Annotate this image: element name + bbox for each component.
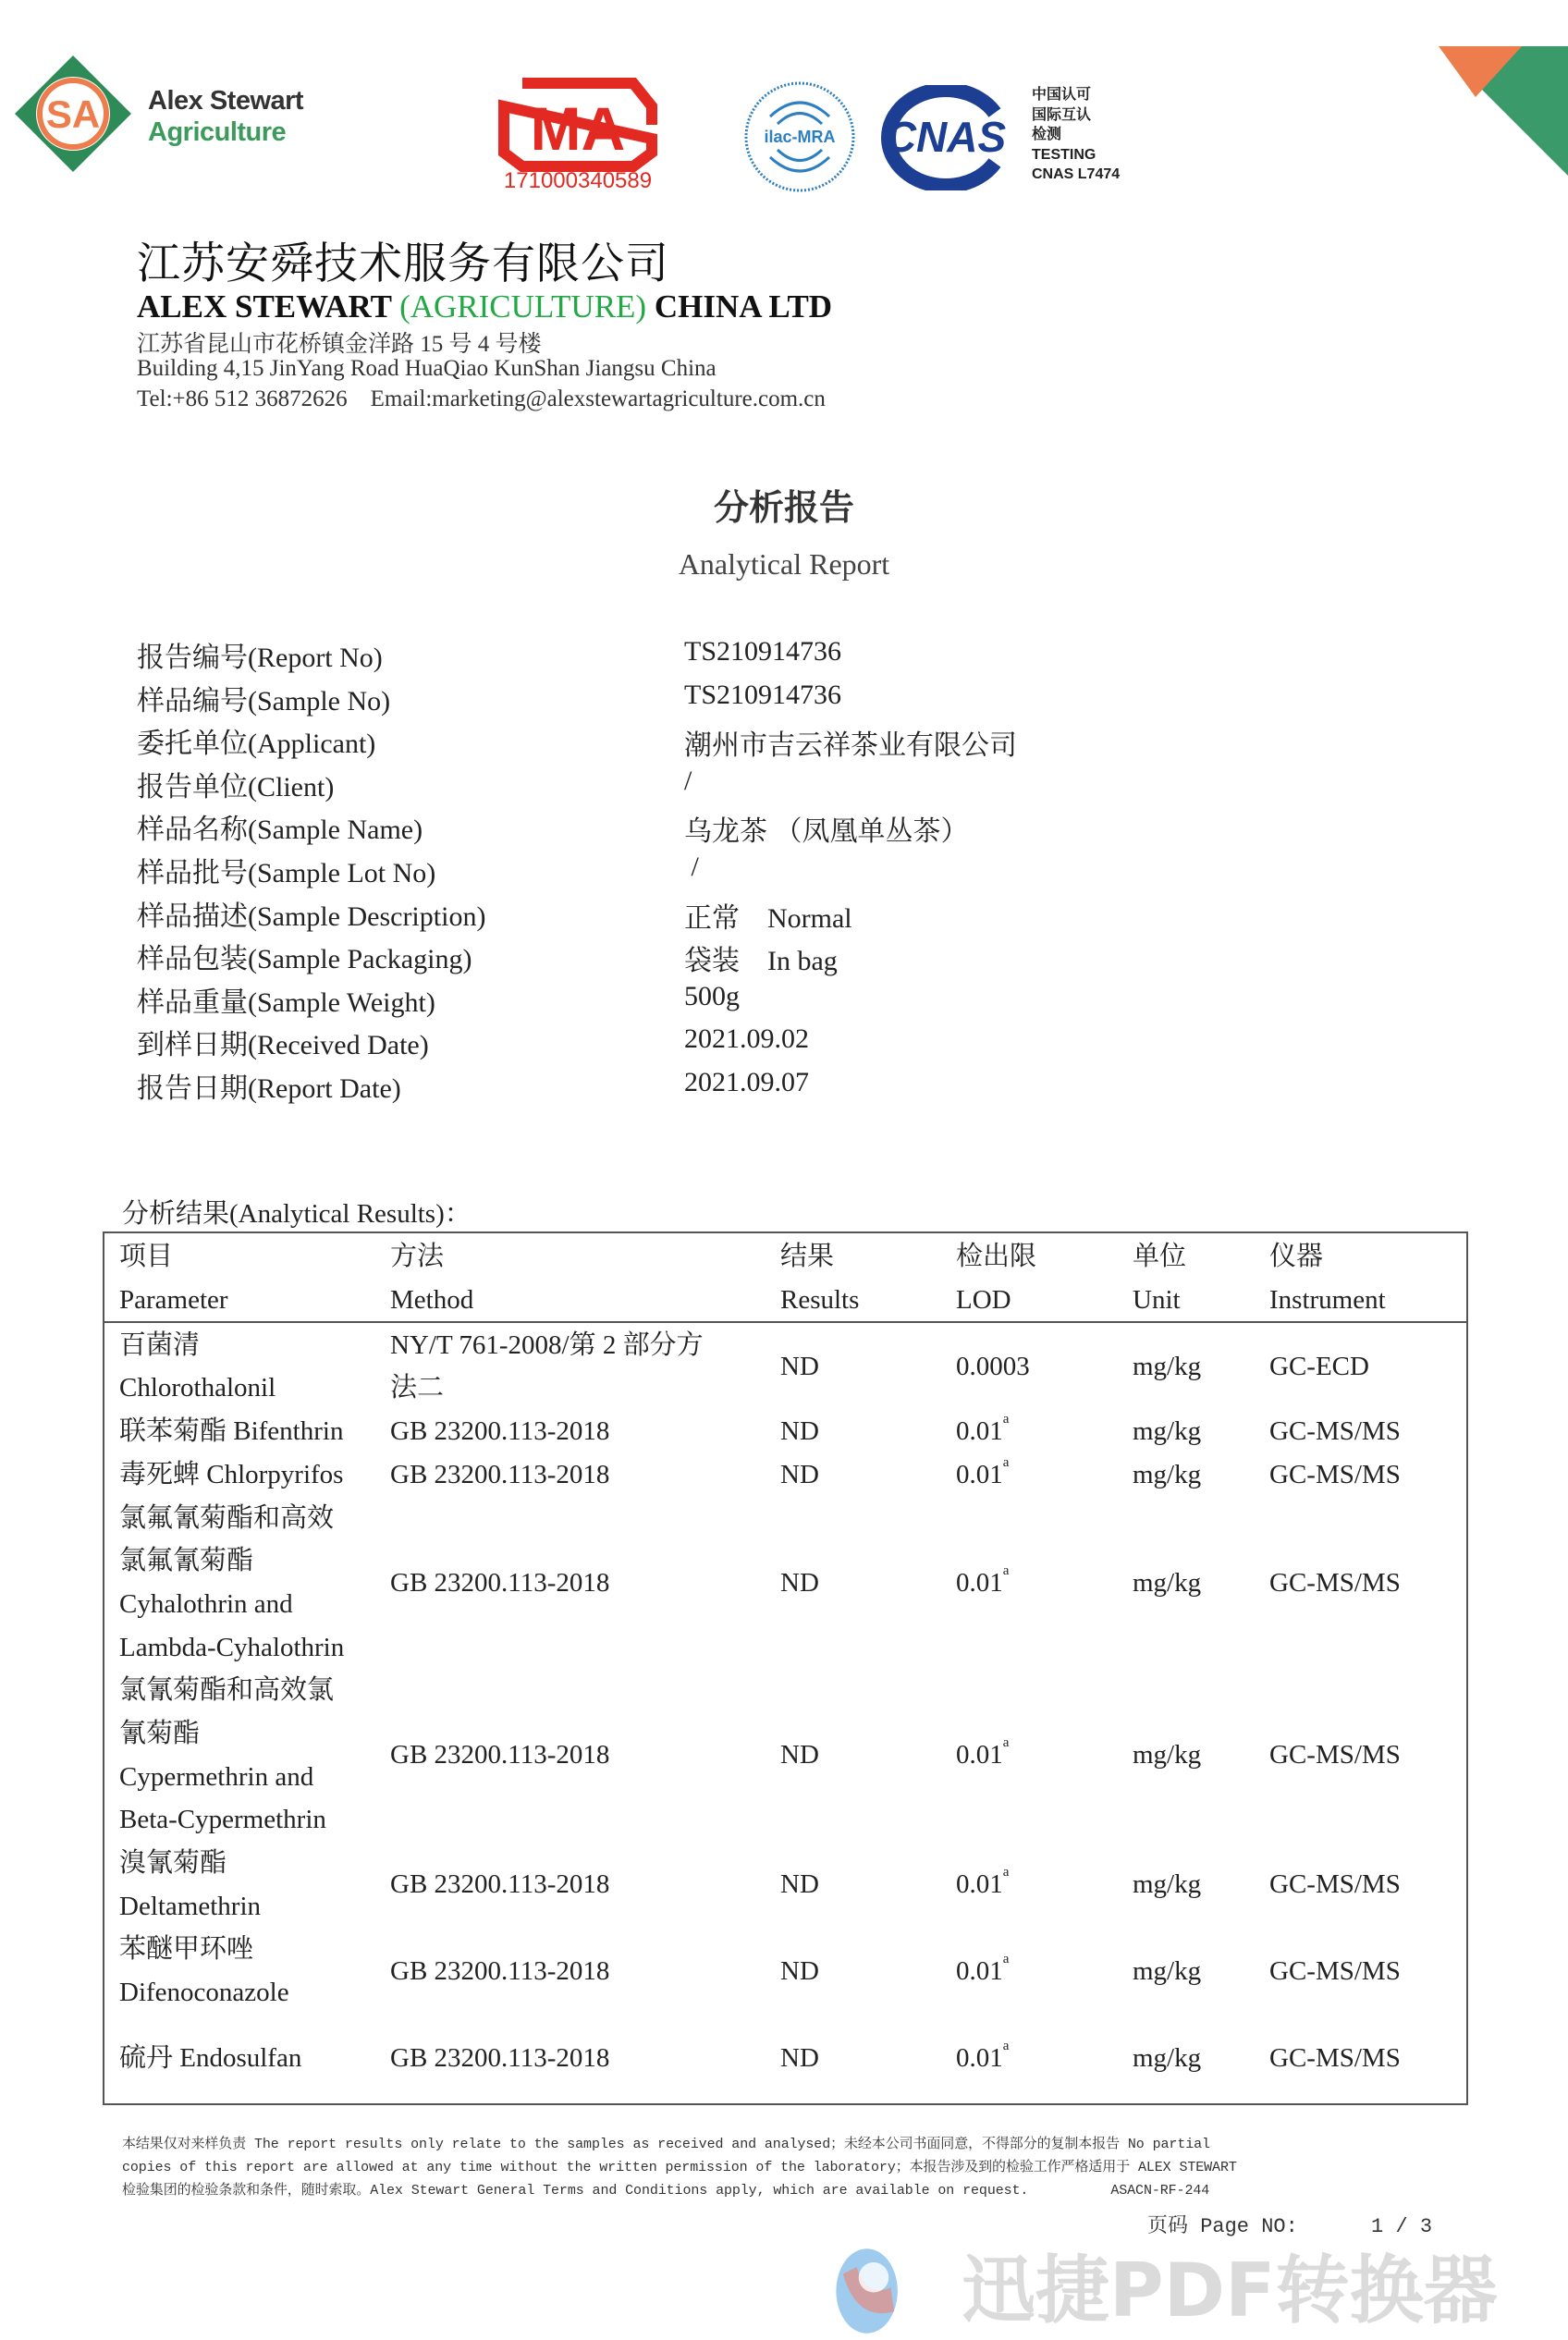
header-cn: 结果 [780, 1242, 835, 1271]
ilac-mra-logo-icon [742, 80, 857, 194]
address-en: Building 4,15 JinYang Road HuaQiao KunShan Jiangsu China [137, 356, 717, 381]
column-header [1269, 1232, 1467, 1322]
logo-line-1: Alex Stewart [148, 86, 304, 116]
info-label: 报告编号(Report No) [137, 643, 383, 673]
parameter-line: 氯氰菊酯和高效氯 [119, 1675, 335, 1706]
parameter-line: 溴氰菊酯 [119, 1848, 227, 1879]
company-name-en [137, 288, 832, 325]
method-line: GB 23200.113-2018 [390, 1567, 610, 1598]
lod-value: 0.01 [956, 1740, 1003, 1770]
header-en: Method [390, 1284, 474, 1315]
info-value: 2021.09.07 [684, 1067, 809, 1097]
lod-note: a [1002, 1735, 1010, 1751]
parameter-line: Chlorothalonil [119, 1373, 276, 1403]
table-row [104, 1842, 1467, 1928]
cnas-line: CNAS L7474 [1032, 166, 1121, 182]
unit-cell: mg/kg [1133, 1955, 1202, 1986]
table-row [104, 2015, 1467, 2104]
info-label: 到样日期(Received Date) [137, 1030, 429, 1061]
parameter-line: 联苯菊酯 Bifenthrin [119, 1416, 344, 1447]
info-value: / [684, 851, 699, 882]
result-cell: ND [780, 1869, 819, 1900]
lod-cell [956, 2015, 1133, 2104]
unit-cell: mg/kg [1133, 1567, 1202, 1598]
header-cn: 检出限 [956, 1242, 1037, 1271]
lod-note: a [1002, 1562, 1010, 1578]
cnas-logo-icon [879, 85, 1014, 190]
method-line: GB 23200.113-2018 [390, 1416, 610, 1447]
header-cn: 项目 [119, 1242, 174, 1271]
watermark-logo-icon [823, 2247, 925, 2335]
info-value: 乌龙茶 （凤凰单丛茶） [684, 816, 969, 848]
unit-cell: mg/kg [1133, 1460, 1202, 1490]
company-en-agriculture: (AGRICULTURE) [399, 288, 647, 325]
result-cell: ND [780, 1740, 819, 1770]
footer-line: 检验集团的检验条款和条件，随时索取。Alex Stewart General Terms and Conditions apply, which are available on request. ASACN-RF-244 [122, 2183, 1210, 2199]
parameter-cell [104, 1322, 390, 1410]
parameter-line: Lambda-Cyhalothrin [119, 1632, 345, 1662]
method-cell [390, 1842, 780, 1928]
lod-cell [956, 1497, 1133, 1669]
unit-cell: mg/kg [1133, 1416, 1202, 1447]
unit-cell: mg/kg [1133, 1351, 1202, 1381]
instrument-cell: GC-MS/MS [1269, 2043, 1401, 2074]
parameter-cell [104, 1497, 390, 1669]
column-header [956, 1232, 1133, 1322]
method-cell [390, 1497, 780, 1669]
parameter-line: Beta-Cypermethrin [119, 1805, 326, 1835]
cnas-line: 中国认可 [1032, 87, 1092, 103]
header-cn: 方法 [390, 1242, 445, 1271]
method-cell [390, 1410, 780, 1453]
info-value: 潮州市吉云祥茶业有限公司 [684, 730, 1017, 762]
column-header [1133, 1232, 1269, 1322]
header-en: LOD [956, 1284, 1011, 1315]
lod-cell [956, 1453, 1133, 1497]
parameter-line: 苯醚甲环唑 [119, 1934, 254, 1965]
info-value: 500g [684, 980, 740, 1011]
method-cell [390, 1322, 780, 1410]
company-name-cn: 江苏安舜技术服务有限公司 [137, 240, 669, 288]
result-cell: ND [780, 1351, 819, 1381]
info-value: TS210914736 [684, 679, 842, 710]
method-line: NY/T 761-2008/第 2 部分方 [390, 1329, 704, 1360]
svg-text:SA: SA [45, 92, 101, 136]
lod-cell [956, 1669, 1133, 1842]
parameter-cell [104, 2015, 390, 2104]
info-value: TS210914736 [684, 636, 842, 667]
method-cell [390, 1669, 780, 1842]
result-cell: ND [780, 1567, 819, 1598]
parameter-line: 硫丹 Endosulfan [119, 2043, 302, 2074]
lod-note: a [1002, 1455, 1010, 1471]
lod-note: a [1002, 1865, 1010, 1881]
info-label: 样品包装(Sample Packaging) [137, 944, 472, 975]
column-header [390, 1232, 780, 1322]
table-row [104, 1928, 1467, 2014]
results-label: 分析结果(Analytical Results)： [122, 1199, 472, 1229]
lod-value: 0.01 [956, 1869, 1003, 1900]
info-label: 样品名称(Sample Name) [137, 815, 423, 846]
table-row [104, 1410, 1467, 1453]
instrument-cell: GC-MS/MS [1269, 1869, 1401, 1900]
info-label: 样品批号(Sample Lot No) [137, 858, 436, 888]
table-header-row [104, 1232, 1467, 1322]
parameter-line: 氰菊酯 [119, 1719, 201, 1749]
table-row [104, 1669, 1467, 1842]
lod-cell [956, 1928, 1133, 2014]
parameter-cell [104, 1842, 390, 1928]
cnas-line: TESTING [1032, 146, 1096, 163]
report-title-en: Analytical Report [678, 547, 890, 581]
column-header [104, 1232, 390, 1322]
company-logo-text [148, 85, 303, 148]
footer-line: copies of this report are allowed at any time without the written permission of the laboratory；本报告涉及到的检验工作严格适用于 ALEX STEWART [122, 2160, 1237, 2175]
method-line: GB 23200.113-2018 [390, 1460, 610, 1490]
parameter-line: 百菌清 [119, 1329, 201, 1360]
lod-value: 0.01 [956, 1955, 1003, 1986]
table-row [104, 1497, 1467, 1669]
result-cell: ND [780, 1416, 819, 1447]
parameter-line: Deltamethrin [119, 1891, 262, 1921]
info-value: 袋装 In bag [684, 946, 838, 977]
column-header [780, 1232, 956, 1322]
result-cell: ND [780, 1460, 819, 1490]
info-value: 2021.09.02 [684, 1023, 809, 1055]
table-row [104, 1453, 1467, 1497]
header-en: Results [780, 1284, 860, 1315]
cma-number: 171000340589 [503, 168, 653, 193]
info-label: 样品重量(Sample Weight) [137, 986, 435, 1018]
parameter-cell [104, 1453, 390, 1497]
lod-value: 0.01 [956, 1416, 1003, 1447]
lod-note: a [1002, 2039, 1010, 2054]
header-en: Unit [1133, 1284, 1181, 1315]
page-value: 1 / 3 [1371, 2215, 1433, 2238]
parameter-cell [104, 1410, 390, 1453]
method-line: GB 23200.113-2018 [390, 1740, 610, 1770]
report-title-cn: 分析报告 [713, 487, 854, 528]
instrument-cell: GC-MS/MS [1269, 1460, 1401, 1490]
info-value: / [684, 765, 692, 796]
instrument-cell: GC-MS/MS [1269, 1955, 1401, 1986]
instrument-cell: GC-MS/MS [1269, 1567, 1401, 1598]
lod-cell [956, 1322, 1133, 1410]
parameter-cell [104, 1928, 390, 2014]
parameter-line: 氯氟氰菊酯 [119, 1546, 254, 1576]
cnas-line: 检测 [1032, 127, 1062, 142]
method-line: GB 23200.113-2018 [390, 1869, 610, 1900]
lod-cell [956, 1842, 1133, 1928]
svg-text:MA: MA [530, 94, 626, 163]
company-en-part: CHINA LTD [646, 288, 833, 325]
instrument-cell: GC-ECD [1269, 1351, 1369, 1381]
parameter-line: 氯氟氰菊酯和高效 [119, 1502, 335, 1533]
cnas-line: 国际互认 [1032, 106, 1092, 123]
results-table [103, 1231, 1468, 2105]
result-cell: ND [780, 2043, 819, 2074]
lod-value: 0.01 [956, 2043, 1003, 2074]
lod-note: a [1002, 1412, 1010, 1427]
info-label: 委托单位(Applicant) [137, 729, 376, 760]
method-line: GB 23200.113-2018 [390, 2043, 610, 2074]
header-cn: 仪器 [1269, 1242, 1324, 1271]
cnas-accreditation-text [1032, 85, 1120, 185]
lod-value: 0.01 [956, 1567, 1003, 1598]
instrument-cell: GC-MS/MS [1269, 1416, 1401, 1447]
method-line: GB 23200.113-2018 [390, 1955, 610, 1986]
parameter-line: Difenoconazole [119, 1977, 289, 2007]
unit-cell: mg/kg [1133, 2043, 1202, 2074]
corner-decoration-icon [1439, 46, 1568, 176]
footer-line: 本结果仅对来样负责 The report results only relate to the samples as received and analysed；未经本公司书面同意，不得部分的复制本报告 No partial [122, 2137, 1210, 2152]
watermark-text: 迅捷PDF转换器 [962, 2248, 1498, 2334]
parameter-line: Cypermethrin and [119, 1761, 314, 1792]
info-label: 报告日期(Report Date) [137, 1073, 401, 1104]
info-label: 报告单位(Client) [137, 771, 335, 802]
cnas-text: CNAS [885, 113, 1007, 161]
lod-cell [956, 1410, 1133, 1453]
info-value: 正常 Normal [684, 902, 852, 934]
parameter-cell [104, 1669, 390, 1842]
lod-note: a [1002, 1951, 1010, 1966]
method-line: 法二 [390, 1373, 445, 1403]
page-number [1147, 2215, 1432, 2239]
logo-line-2: Agriculture [148, 117, 287, 147]
header-en: Parameter [119, 1284, 228, 1315]
table-row [104, 1322, 1467, 1410]
contact-info: Tel:+86 512 36872626 Email:marketing@alexstewartagriculture.com.cn [137, 386, 826, 411]
parameter-line: 毒死蜱 Chlorpyrifos [119, 1460, 344, 1490]
unit-cell: mg/kg [1133, 1740, 1202, 1770]
method-cell [390, 2015, 780, 2104]
company-en-part: ALEX STEWART [137, 288, 400, 325]
unit-cell: mg/kg [1133, 1869, 1202, 1900]
ilac-text: ilac-MRA [764, 128, 836, 146]
method-cell [390, 1928, 780, 2014]
lod-value: 0.01 [956, 1460, 1003, 1490]
page-label: 页码 Page NO: [1147, 2215, 1298, 2238]
info-label: 样品描述(Sample Description) [137, 900, 486, 932]
lod-value: 0.0003 [956, 1351, 1030, 1381]
alex-stewart-logo-icon [13, 54, 133, 174]
result-cell: ND [780, 1955, 819, 1986]
header-en: Instrument [1269, 1284, 1386, 1315]
parameter-line: Cyhalothrin and [119, 1588, 293, 1619]
info-label: 样品编号(Sample No) [137, 685, 391, 717]
header-cn: 单位 [1133, 1242, 1187, 1271]
method-cell [390, 1453, 780, 1497]
instrument-cell: GC-MS/MS [1269, 1740, 1401, 1770]
address-cn: 江苏省昆山市花桥镇金洋路 15 号 4 号楼 [137, 332, 542, 357]
